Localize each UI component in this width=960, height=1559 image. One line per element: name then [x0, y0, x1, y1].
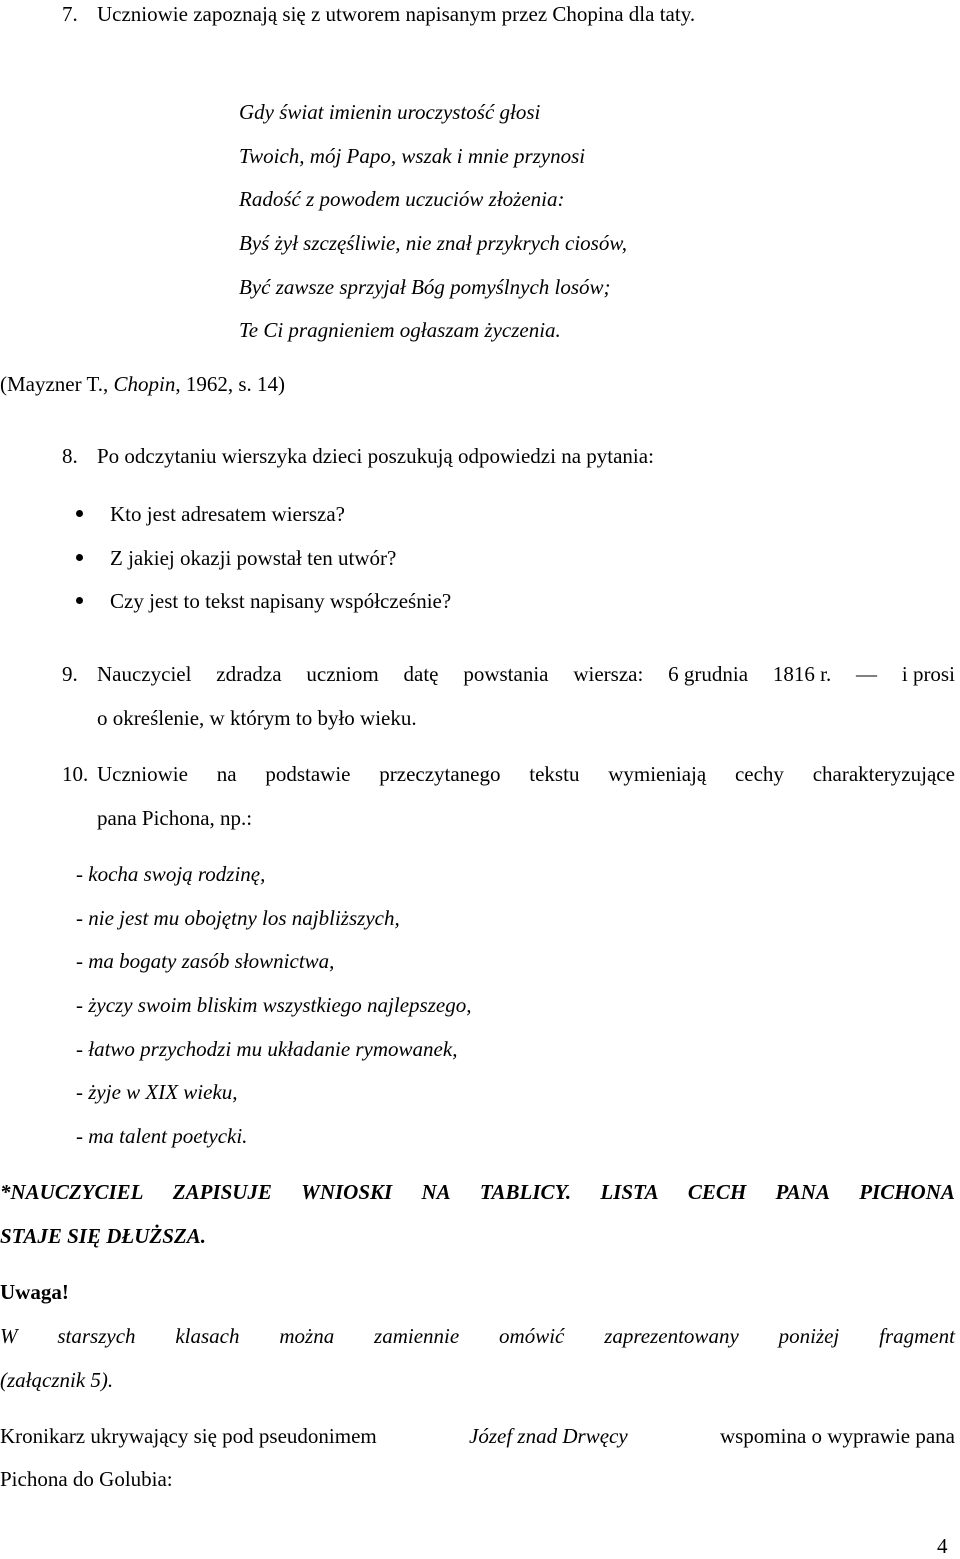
item-number: 8.	[62, 444, 78, 468]
word: i prosi	[901, 662, 955, 686]
word: tekstu	[529, 762, 580, 786]
word: ZAPISUJE	[172, 1180, 272, 1204]
word: PANA	[775, 1180, 830, 1204]
teacher-note-line: STAJE SIĘ DŁUŻSZA.	[0, 1224, 206, 1248]
word: starszych	[57, 1324, 136, 1348]
poem-line: Byś żył szczęśliwie, nie znał przykrych ciosów,	[239, 231, 628, 255]
bullet-icon	[76, 597, 83, 604]
word: Uczniowie	[97, 762, 188, 786]
bullet-icon	[76, 554, 83, 561]
word: zdradza	[216, 662, 282, 686]
citation-title: Chopin	[113, 372, 176, 396]
word: LISTA	[600, 1180, 659, 1204]
question-item: Kto jest adresatem wiersza?	[110, 502, 345, 526]
word: powstania	[463, 662, 549, 686]
word: wiersza:	[573, 662, 644, 686]
word: 1816 r.	[772, 662, 832, 686]
item-text-line	[97, 764, 955, 785]
word: NA	[421, 1180, 451, 1204]
trait-item: - ma talent poetycki.	[76, 1124, 248, 1148]
item-text-line: pana Pichona, np.:	[97, 806, 253, 830]
word: uczniom	[306, 662, 379, 686]
item-number: 9.	[62, 662, 78, 686]
trait-item: - łatwo przychodzi mu układanie rymowanek,	[76, 1037, 458, 1061]
trait-item: - kocha swoją rodzinę,	[76, 862, 266, 886]
closing-text-line: Pichona do Golubia:	[0, 1467, 173, 1491]
citation	[0, 374, 285, 395]
item-text-line	[97, 664, 955, 685]
citation-author: (Mayzner T.,	[0, 372, 109, 396]
word: CECH	[687, 1180, 747, 1204]
pseudonym: Józef znad Drwęcy	[469, 1424, 628, 1448]
text-segment: Kronikarz ukrywający się pod pseudonimem	[0, 1424, 377, 1448]
word: poniżej	[778, 1324, 840, 1348]
poem-line: Twoich, mój Papo, wszak i mnie przynosi	[239, 144, 586, 168]
warning-heading: Uwaga!	[0, 1280, 69, 1304]
word: cechy	[734, 762, 784, 786]
poem-line: Te Ci pragnieniem ogłaszam życzenia.	[239, 318, 561, 342]
word: —	[856, 662, 878, 686]
poem-line: Gdy świat imienin uroczystość głosi	[239, 100, 541, 124]
word: *NAUCZYCIEL	[0, 1180, 144, 1204]
citation-rest: , 1962, s. 14)	[175, 372, 286, 396]
poem-line: Być zawsze sprzyjał Bóg pomyślnych losów;	[239, 275, 611, 299]
word: TABLICY.	[479, 1180, 572, 1204]
item-text-line: o określenie, w którym to było wieku.	[97, 706, 417, 730]
word: na	[216, 762, 237, 786]
trait-item: - nie jest mu obojętny los najbliższych,	[76, 906, 400, 930]
item-number: 7.	[62, 2, 78, 26]
question-item: Z jakiej okazji powstał ten utwór?	[110, 546, 397, 570]
word: Nauczyciel	[97, 662, 192, 686]
text-segment: wspomina o wyprawie pana	[719, 1424, 955, 1448]
word: datę	[403, 662, 439, 686]
word: W	[0, 1324, 18, 1348]
word: przeczytanego	[379, 762, 501, 786]
item-number: 10.	[62, 762, 89, 786]
word: zamiennie	[374, 1324, 460, 1348]
item-text: Uczniowie zapoznają się z utworem napisanym przez Chopina dla taty.	[97, 2, 696, 26]
word: omówić	[499, 1324, 565, 1348]
page-number: 4	[937, 1534, 948, 1558]
word: charakteryzujące	[812, 762, 955, 786]
word: 6 grudnia	[668, 662, 749, 686]
word: podstawie	[265, 762, 351, 786]
item-text: Po odczytaniu wierszyka dzieci poszukują odpowiedzi na pytania:	[97, 444, 654, 468]
bullet-icon	[76, 510, 83, 517]
trait-item: - żyje w XIX wieku,	[76, 1080, 238, 1104]
closing-text-line	[0, 1426, 955, 1447]
word: klasach	[175, 1324, 240, 1348]
warning-text-line: (załącznik 5).	[0, 1368, 114, 1392]
teacher-note-line	[0, 1182, 955, 1203]
word: fragment	[879, 1324, 955, 1348]
word: zaprezentowany	[604, 1324, 739, 1348]
word: można	[279, 1324, 335, 1348]
trait-item: - ma bogaty zasób słownictwa,	[76, 949, 335, 973]
question-item: Czy jest to tekst napisany współcześnie?	[110, 589, 452, 613]
poem-line: Radość z powodem uczuciów złożenia:	[239, 187, 565, 211]
word: PICHONA	[859, 1180, 955, 1204]
word: WNIOSKI	[301, 1180, 393, 1204]
warning-text-line	[0, 1326, 955, 1347]
word: wymieniają	[608, 762, 707, 786]
trait-item: - życzy swoim bliskim wszystkiego najlepszego,	[76, 993, 472, 1017]
